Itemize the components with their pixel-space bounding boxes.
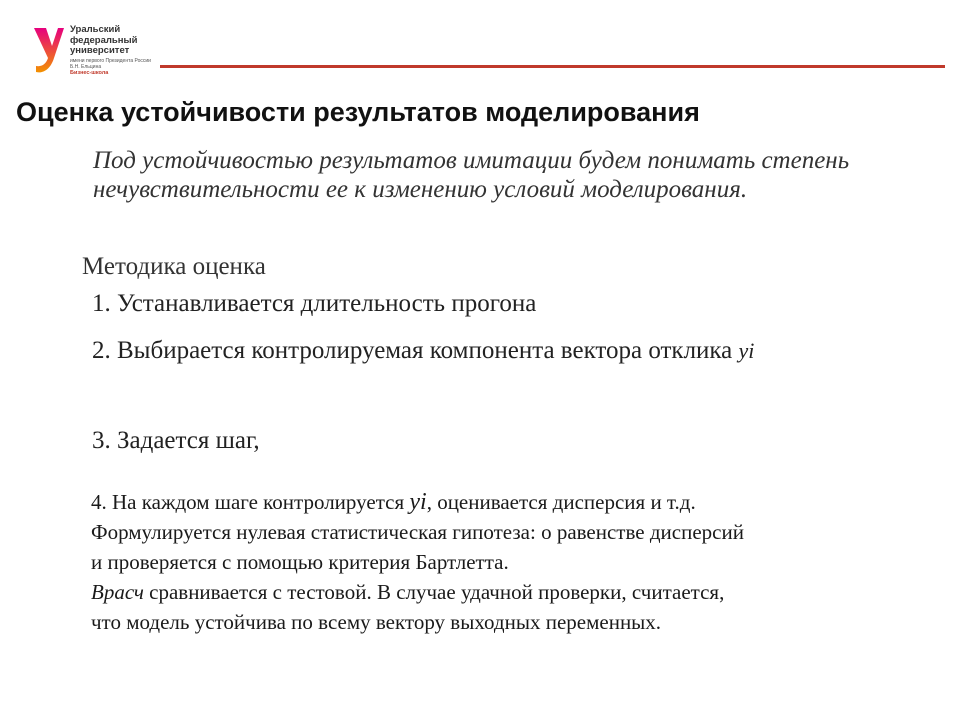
note-line-4-variable: Bрасч bbox=[91, 580, 144, 604]
step-3: 3. Задается шаг, bbox=[92, 427, 260, 454]
ural-university-logo-icon bbox=[30, 24, 66, 76]
logo-line-2: федеральный bbox=[70, 34, 138, 46]
logo-school: Бизнес-школа bbox=[70, 69, 109, 76]
logo-line-1: Уральский bbox=[70, 24, 121, 35]
note-line-1 bbox=[91, 487, 931, 517]
definition-text: Под устойчивостью результатов имитации будем понимать степень нечувствительности ее к изменению условий моделирования. bbox=[93, 147, 850, 203]
note-line-1-variable: yi bbox=[409, 489, 427, 515]
logo-line-3: университет bbox=[70, 45, 130, 56]
note-line-5: что модель устойчива по всему вектору выходных переменных. bbox=[91, 610, 662, 634]
step-2-variable: yi bbox=[738, 338, 755, 363]
note-line-2: Формулируется нулевая статистическая гипотеза: о равенстве дисперсий bbox=[91, 520, 744, 544]
logo-subtitle: имени первого Президента России Б.Н. Ельцина bbox=[70, 57, 151, 70]
step-2-text: 2. Выбирается контролируемая компонента вектора отклика bbox=[92, 337, 739, 364]
note-line-4 bbox=[91, 577, 931, 607]
university-logo bbox=[30, 24, 160, 80]
logo-text bbox=[70, 25, 160, 77]
note-line-1-pre: 4. На каждом шаге контролируется bbox=[91, 490, 410, 514]
note-line-3: и проверяется с помощью критерия Бартлетта. bbox=[91, 550, 509, 574]
note-line-4-post: сравнивается с тестовой. В случае удачной проверки, считается, bbox=[143, 580, 725, 604]
method-heading: Методика оценка bbox=[82, 253, 266, 280]
note-line-1-post: , оценивается дисперсия и т.д. bbox=[426, 490, 696, 514]
step-2 bbox=[92, 334, 872, 368]
step-4-note bbox=[91, 487, 931, 637]
slide-title: Оценка устойчивости результатов моделирования bbox=[16, 97, 700, 127]
header-divider bbox=[160, 65, 945, 68]
step-1: 1. Устанавливается длительность прогона bbox=[92, 290, 537, 317]
